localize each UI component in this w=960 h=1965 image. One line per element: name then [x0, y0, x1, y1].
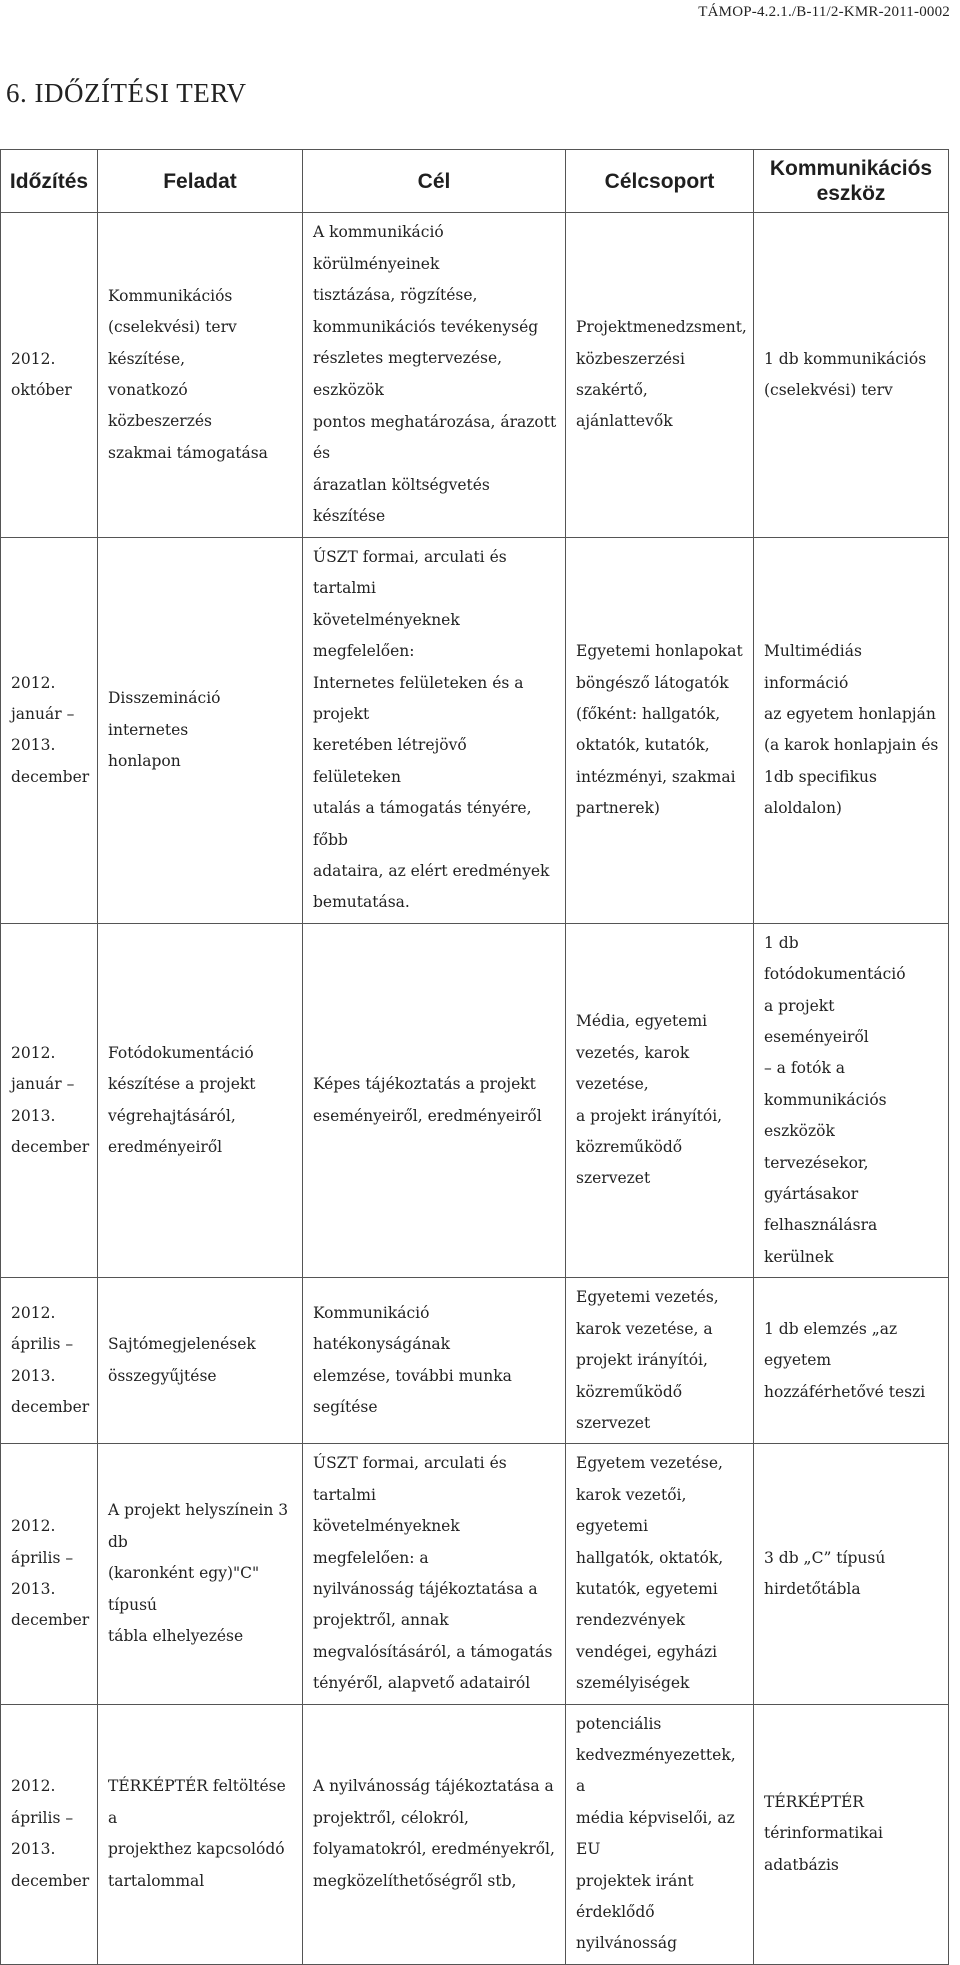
cell-target: Projektmenedzsment, közbeszerzési szakértő, ajánlattevők [566, 213, 754, 538]
cell-tool: 1 db kommunikációs (cselekvési) terv [754, 213, 949, 538]
section-title: 6. IDŐZÍTÉSI TERV [6, 78, 247, 108]
cell-goal: Képes tájékoztatás a projekt eseményeiről, eredményeiről [303, 923, 566, 1277]
table-row [1, 1278, 949, 1444]
table-header-row [1, 150, 949, 213]
cell-timing: 2012. október [1, 213, 98, 538]
header-timing: Időzítés [1, 150, 98, 213]
table-row [1, 923, 949, 1277]
cell-task: Sajtómegjelenések összegyűjtése [98, 1278, 303, 1444]
table-row [1, 213, 949, 538]
header-goal: Cél [303, 150, 566, 213]
cell-timing: 2012. április – 2013. december [1, 1278, 98, 1444]
cell-tool: 1 db fotódokumentáció a projekt eseményeiről – a fotók a kommunikációs eszközök tervezésekor, gyártásakor felhasználásra kerülnek [754, 923, 949, 1277]
cell-tool: TÉRKÉPTÉR térinformatikai adatbázis [754, 1704, 949, 1964]
table-row [1, 1444, 949, 1704]
cell-task: Disszemináció internetes honlapon [98, 537, 303, 923]
header-tool: Kommunikációs eszköz [754, 150, 949, 213]
cell-task: A projekt helyszínein 3 db (karonként egy)"C" típusú tábla elhelyezése [98, 1444, 303, 1704]
cell-timing: 2012. január – 2013. december [1, 537, 98, 923]
cell-task: Fotódokumentáció készítése a projekt végrehajtásáról, eredményeiről [98, 923, 303, 1277]
cell-target: Média, egyetemi vezetés, karok vezetése, a projekt irányítói, közreműködő szervezet [566, 923, 754, 1277]
table-row [1, 537, 949, 923]
header-task: Feladat [98, 150, 303, 213]
cell-target: potenciális kedvezményezettek, a média képviselői, az EU projektek iránt érdeklődő nyilvánosság [566, 1704, 754, 1964]
cell-target: Egyetemi vezetés, karok vezetése, a projekt irányítói, közreműködő szervezet [566, 1278, 754, 1444]
cell-target: Egyetemi honlapokat böngésző látogatók (főként: hallgatók, oktatók, kutatók, intézményi, szakmai partnerek) [566, 537, 754, 923]
cell-goal: Kommunikáció hatékonyságának elemzése, további munka segítése [303, 1278, 566, 1444]
cell-tool: 3 db „C” típusú hirdetőtábla [754, 1444, 949, 1704]
document-code: TÁMOP-4.2.1./B-11/2-KMR-2011-0002 [698, 4, 950, 20]
cell-timing: 2012. április – 2013. december [1, 1704, 98, 1964]
cell-goal: ÚSZT formai, arculati és tartalmi követelményeknek megfelelően: a nyilvánosság tájékoztatása a projektről, annak megvalósításáról, a támogatás tényéről, alapvető adatairól [303, 1444, 566, 1704]
cell-goal: A kommunikáció körülményeinek tisztázása, rögzítése, kommunikációs tevékenység részletes megtervezése, eszközök pontos meghatározása, árazott és árazatlan költségvetés készítése [303, 213, 566, 538]
table-row [1, 1704, 949, 1964]
cell-target: Egyetem vezetése, karok vezetői, egyetemi hallgatók, oktatók, kutatók, egyetemi rendezvények vendégei, egyházi személyiségek [566, 1444, 754, 1704]
cell-task: Kommunikációs (cselekvési) terv készítése, vonatkozó közbeszerzés szakmai támogatása [98, 213, 303, 538]
cell-task: TÉRKÉPTÉR feltöltése a projekthez kapcsolódó tartalommal [98, 1704, 303, 1964]
cell-goal: A nyilvánosság tájékoztatása a projektről, célokról, folyamatokról, eredményekről, megközelíthetőségről stb, [303, 1704, 566, 1964]
cell-goal: ÚSZT formai, arculati és tartalmi követelményeknek megfelelően: Internetes felületeken és a projekt keretében létrejövő felületeken utalás a támogatás tényére, főbb adataira, az elért eredmények bemutatása. [303, 537, 566, 923]
schedule-table [0, 149, 949, 1965]
cell-timing: 2012. január – 2013. december [1, 923, 98, 1277]
cell-timing: 2012. április – 2013. december [1, 1444, 98, 1704]
cell-tool: 1 db elemzés „az egyetem hozzáférhetővé teszi [754, 1278, 949, 1444]
cell-tool: Multimédiás információ az egyetem honlapján (a karok honlapjain és 1db specifikus aloldalon) [754, 537, 949, 923]
header-target: Célcsoport [566, 150, 754, 213]
